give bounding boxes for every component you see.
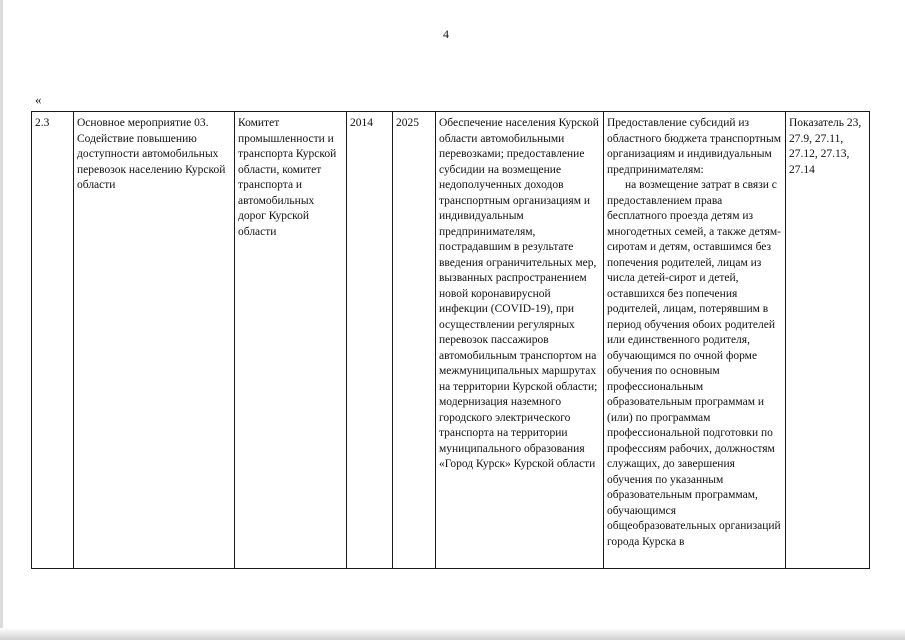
cell-executor: Комитет промышленности и транспорта Курской области, комитет транспорта и автомобильных дорог Курской области	[235, 112, 347, 569]
cell-indicators: Показатель 23, 27.9, 27.11, 27.12, 27.13, 27.14	[786, 112, 870, 569]
cell-end-year: 2025	[393, 112, 436, 569]
page-number: 4	[443, 27, 449, 41]
cell-description	[604, 112, 786, 569]
cell-expected-result: Обеспечение населения Курской области автомобильными перевозками; предоставление субсидии на возмещение недополученных доходов транспортным организациям и индивидуальным предпринимателям, пострадавшим в результате введения ограничительных мер, вызванных распространением новой коронавирусной инфекции (COVID-19), при осуществлении регулярных перевозок пассажиров автомобильным транспортом на межмуниципальных маршрутах на территории Курской области; модернизация наземного городского электрического транспорта на территории муниципального образования «Город Курск» Курской области	[436, 112, 604, 569]
scan-bottom-shadow	[0, 628, 905, 640]
opening-quote-mark: «	[35, 92, 42, 107]
cell-row-number: 2.3	[32, 112, 74, 569]
description-intro: Предоставление субсидий из областного бюджета транспортным организациям и индивидуальным предпринимателям:	[607, 117, 781, 176]
table-row	[32, 112, 870, 569]
cell-start-year: 2014	[347, 112, 393, 569]
measures-table	[31, 111, 870, 569]
cell-measure: Основное мероприятие 03. Содействие повышению доступности автомобильных перевозок населению Курской области	[74, 112, 235, 569]
description-body: на возмещение затрат в связи с предоставлением права бесплатного проезда детям из многодетных семей, а также детям-сиротам и детям, оставшимся без попечения родителей, лицам из числа детей-сирот и детей, оставшихся без попечения родителей, лицам, потерявшим в период обучения обоих родителей или единственного родителя, обучающимся по очной форме обучения по основным профессиональным образовательным программам и (или) по программам профессиональной подготовки по профессиям рабочих, должностям служащих, до завершения обучения по указанным образовательным программам, обучающимся общеобразовательных организаций города Курска в	[607, 179, 781, 548]
scan-left-edge	[0, 0, 3, 640]
